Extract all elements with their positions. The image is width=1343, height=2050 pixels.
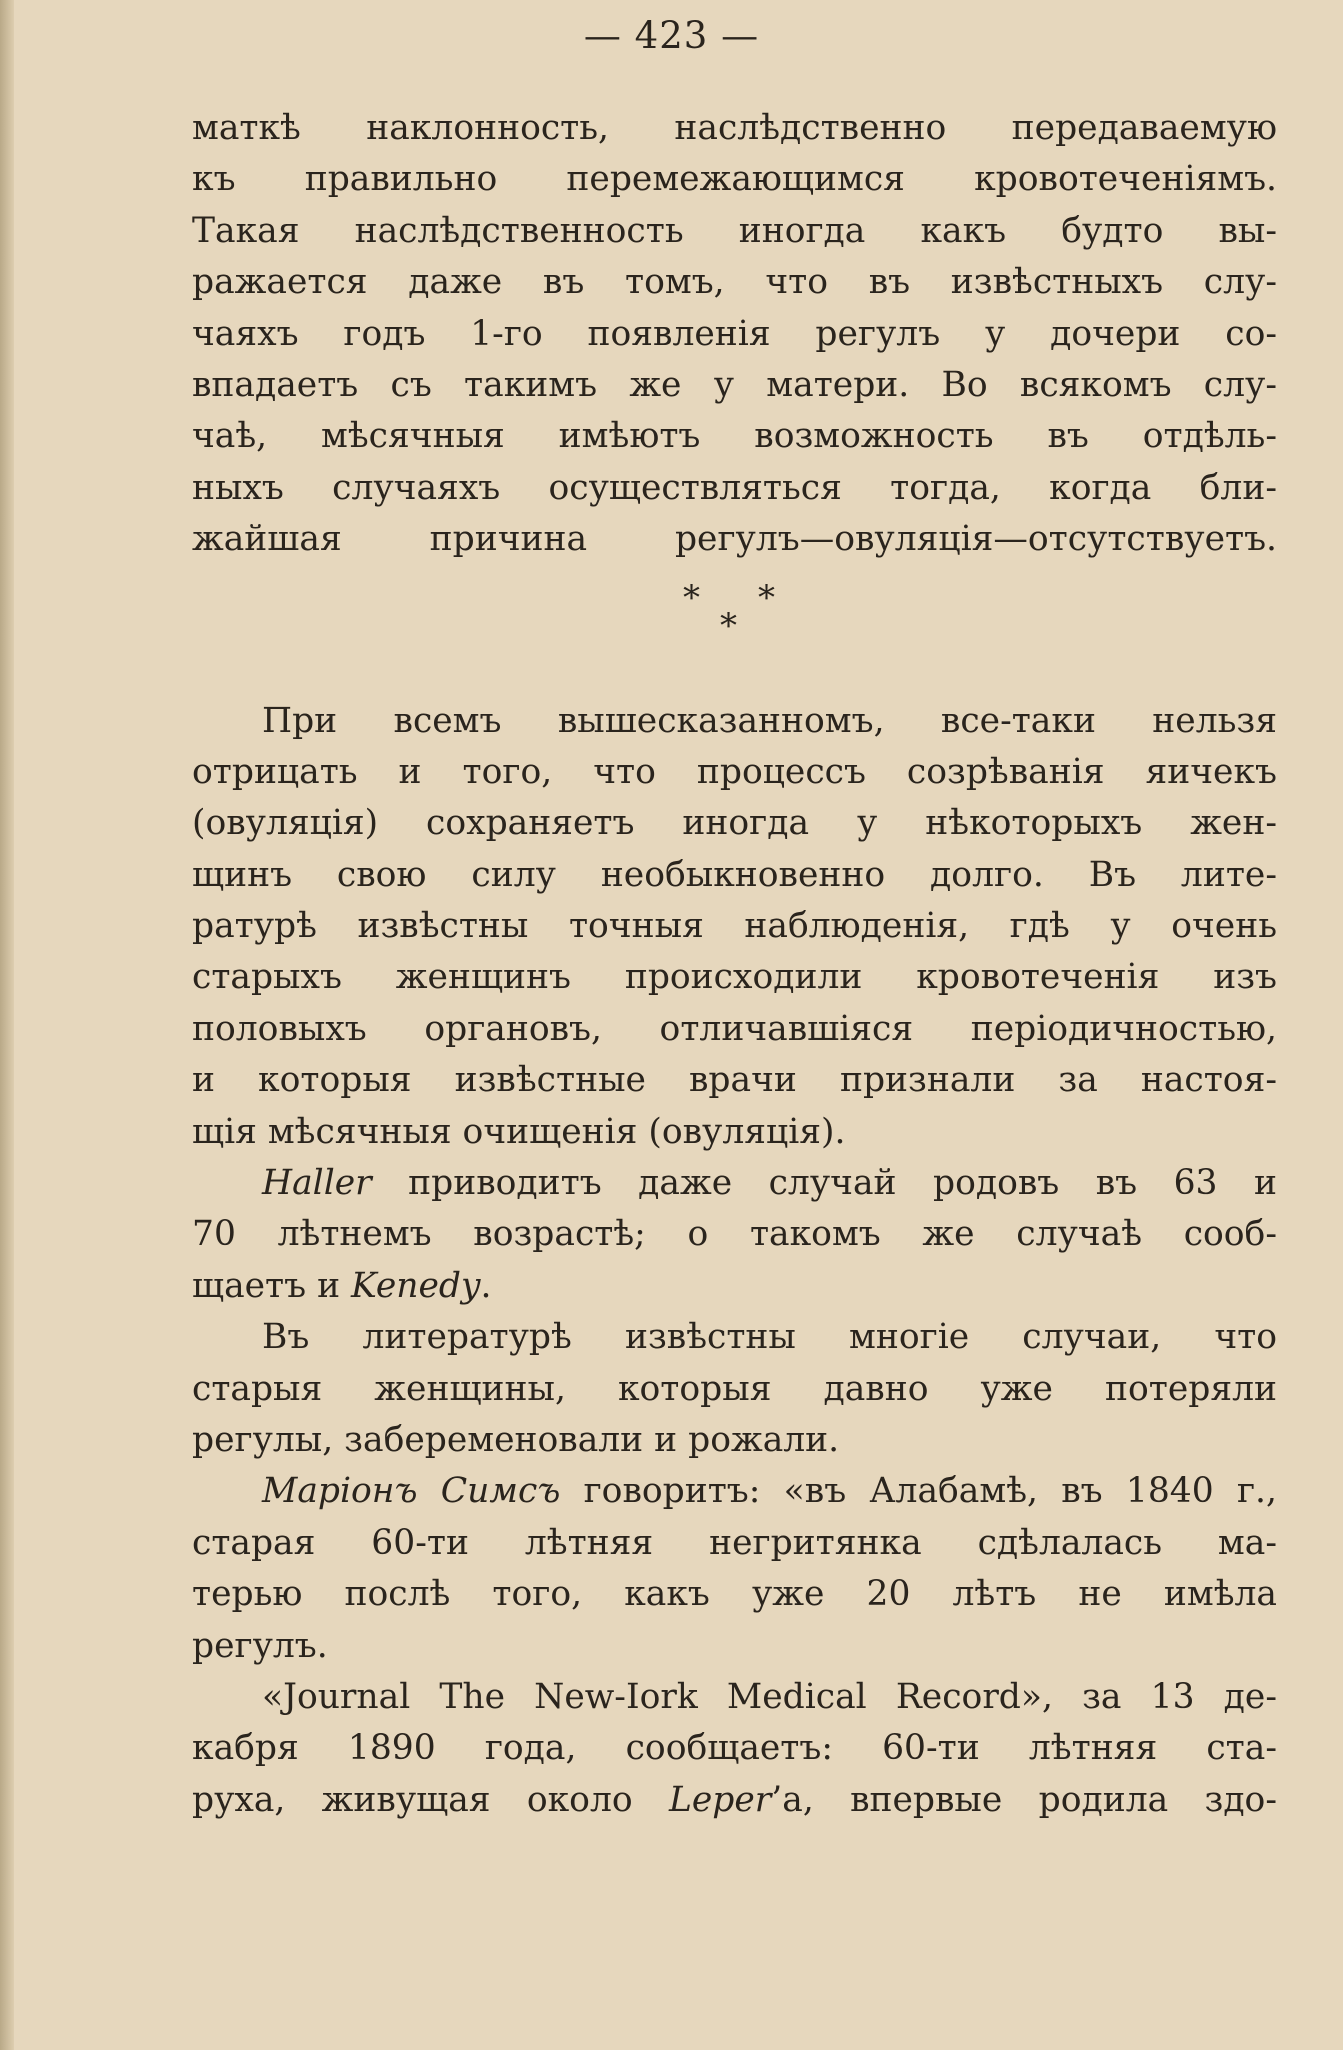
paragraph-3 — [192, 1158, 1277, 1312]
paragraph-6 — [192, 1672, 1277, 1826]
page-body — [192, 103, 1277, 1826]
author-name: Маріонъ Симсъ — [262, 1471, 561, 1512]
text-line: старыя женщины, которыя давно уже потеряли — [192, 1368, 1277, 1409]
section-separator — [192, 566, 1277, 666]
text-line: половыхъ органовъ, отличавшіяся періодичностью, — [192, 1008, 1277, 1049]
text-line: Такая наслѣдственность иногда какъ будто вы- — [192, 210, 1277, 251]
separator-asterisk: * — [758, 577, 775, 618]
author-name: Leper — [668, 1779, 772, 1820]
page-number: — 423 — — [583, 14, 760, 57]
text-line: чаяхъ годъ 1-го появленія регулъ у дочери со- — [192, 313, 1277, 354]
text-line: терью послѣ того, какъ уже 20 лѣтъ не имѣла — [192, 1574, 1277, 1615]
text-line: ражается даже въ томъ, что въ извѣстныхъ слу- — [192, 262, 1277, 303]
text-line: щинъ свою силу необыкновенно долго. Въ лите- — [192, 854, 1277, 895]
text-line: впадаетъ съ такимъ же у матери. Во всякомъ слу- — [192, 364, 1277, 405]
author-name: Haller — [262, 1163, 372, 1204]
text-line: регулы, забеременовали и рожали. — [192, 1419, 840, 1460]
text-line: старыхъ женщинъ происходили кровотеченія изъ — [192, 957, 1277, 998]
text-line: и которыя извѣстные врачи признали за настоя- — [192, 1060, 1277, 1101]
text-line: маткѣ наклонность, наслѣдственно передаваемую — [192, 108, 1277, 148]
separator-asterisk: * — [683, 577, 700, 618]
text-line: старая 60-ти лѣтняя негритянка сдѣлалась ма- — [192, 1522, 1277, 1563]
text-line: регулъ. — [192, 1625, 328, 1666]
page-edge — [0, 0, 14, 2050]
text-line: ныхъ случаяхъ осуществляться тогда, когда бли- — [192, 467, 1277, 508]
author-name: Kenedy — [351, 1265, 481, 1306]
paragraph-4 — [192, 1312, 1277, 1466]
text-line: жайшая причина регулъ—овуляція—отсутствуетъ. — [192, 519, 1277, 560]
text-line: (овуляція) сохраняетъ иногда у нѣкоторыхъ жен- — [192, 803, 1277, 844]
text-line: Маріонъ Симсъ говоритъ: «въ Алабамѣ, въ 1840 г., — [262, 1471, 1277, 1512]
text-line: Въ литературѣ извѣстны многіе случаи, что — [262, 1317, 1277, 1358]
paragraph-5 — [192, 1466, 1277, 1672]
text-line: Haller приводитъ даже случай родовъ въ 63 и — [262, 1163, 1277, 1204]
text-line: отрицать и того, что процессъ созрѣванія яичекъ — [192, 751, 1277, 792]
text-line: къ правильно перемежающимся кровотеченіямъ. — [192, 159, 1277, 200]
text-line: 70 лѣтнемъ возрастѣ; о такомъ же случаѣ сооб- — [192, 1214, 1277, 1255]
paragraph-1 — [192, 103, 1277, 566]
text-line: руха, живущая около Leper’а, впервые родила здо- — [192, 1779, 1277, 1820]
separator-asterisk: * — [720, 605, 737, 646]
text-line: «Journal The New-Iork Medical Record», за 13 де- — [262, 1676, 1277, 1717]
text-line: щаетъ и Kenedy. — [192, 1265, 492, 1306]
text-line: ратурѣ извѣстны точныя наблюденія, гдѣ у очень — [192, 906, 1277, 947]
paragraph-2 — [192, 696, 1277, 1159]
text-line: щія мѣсячныя очищенія (овуляція). — [192, 1111, 846, 1152]
text-line: чаѣ, мѣсячныя имѣютъ возможность въ отдѣль- — [192, 416, 1277, 457]
text-line: При всемъ вышесказанномъ, все-таки нельзя — [262, 700, 1277, 741]
text-line: кабря 1890 года, сообщаетъ: 60-ти лѣтняя ста- — [192, 1728, 1277, 1769]
